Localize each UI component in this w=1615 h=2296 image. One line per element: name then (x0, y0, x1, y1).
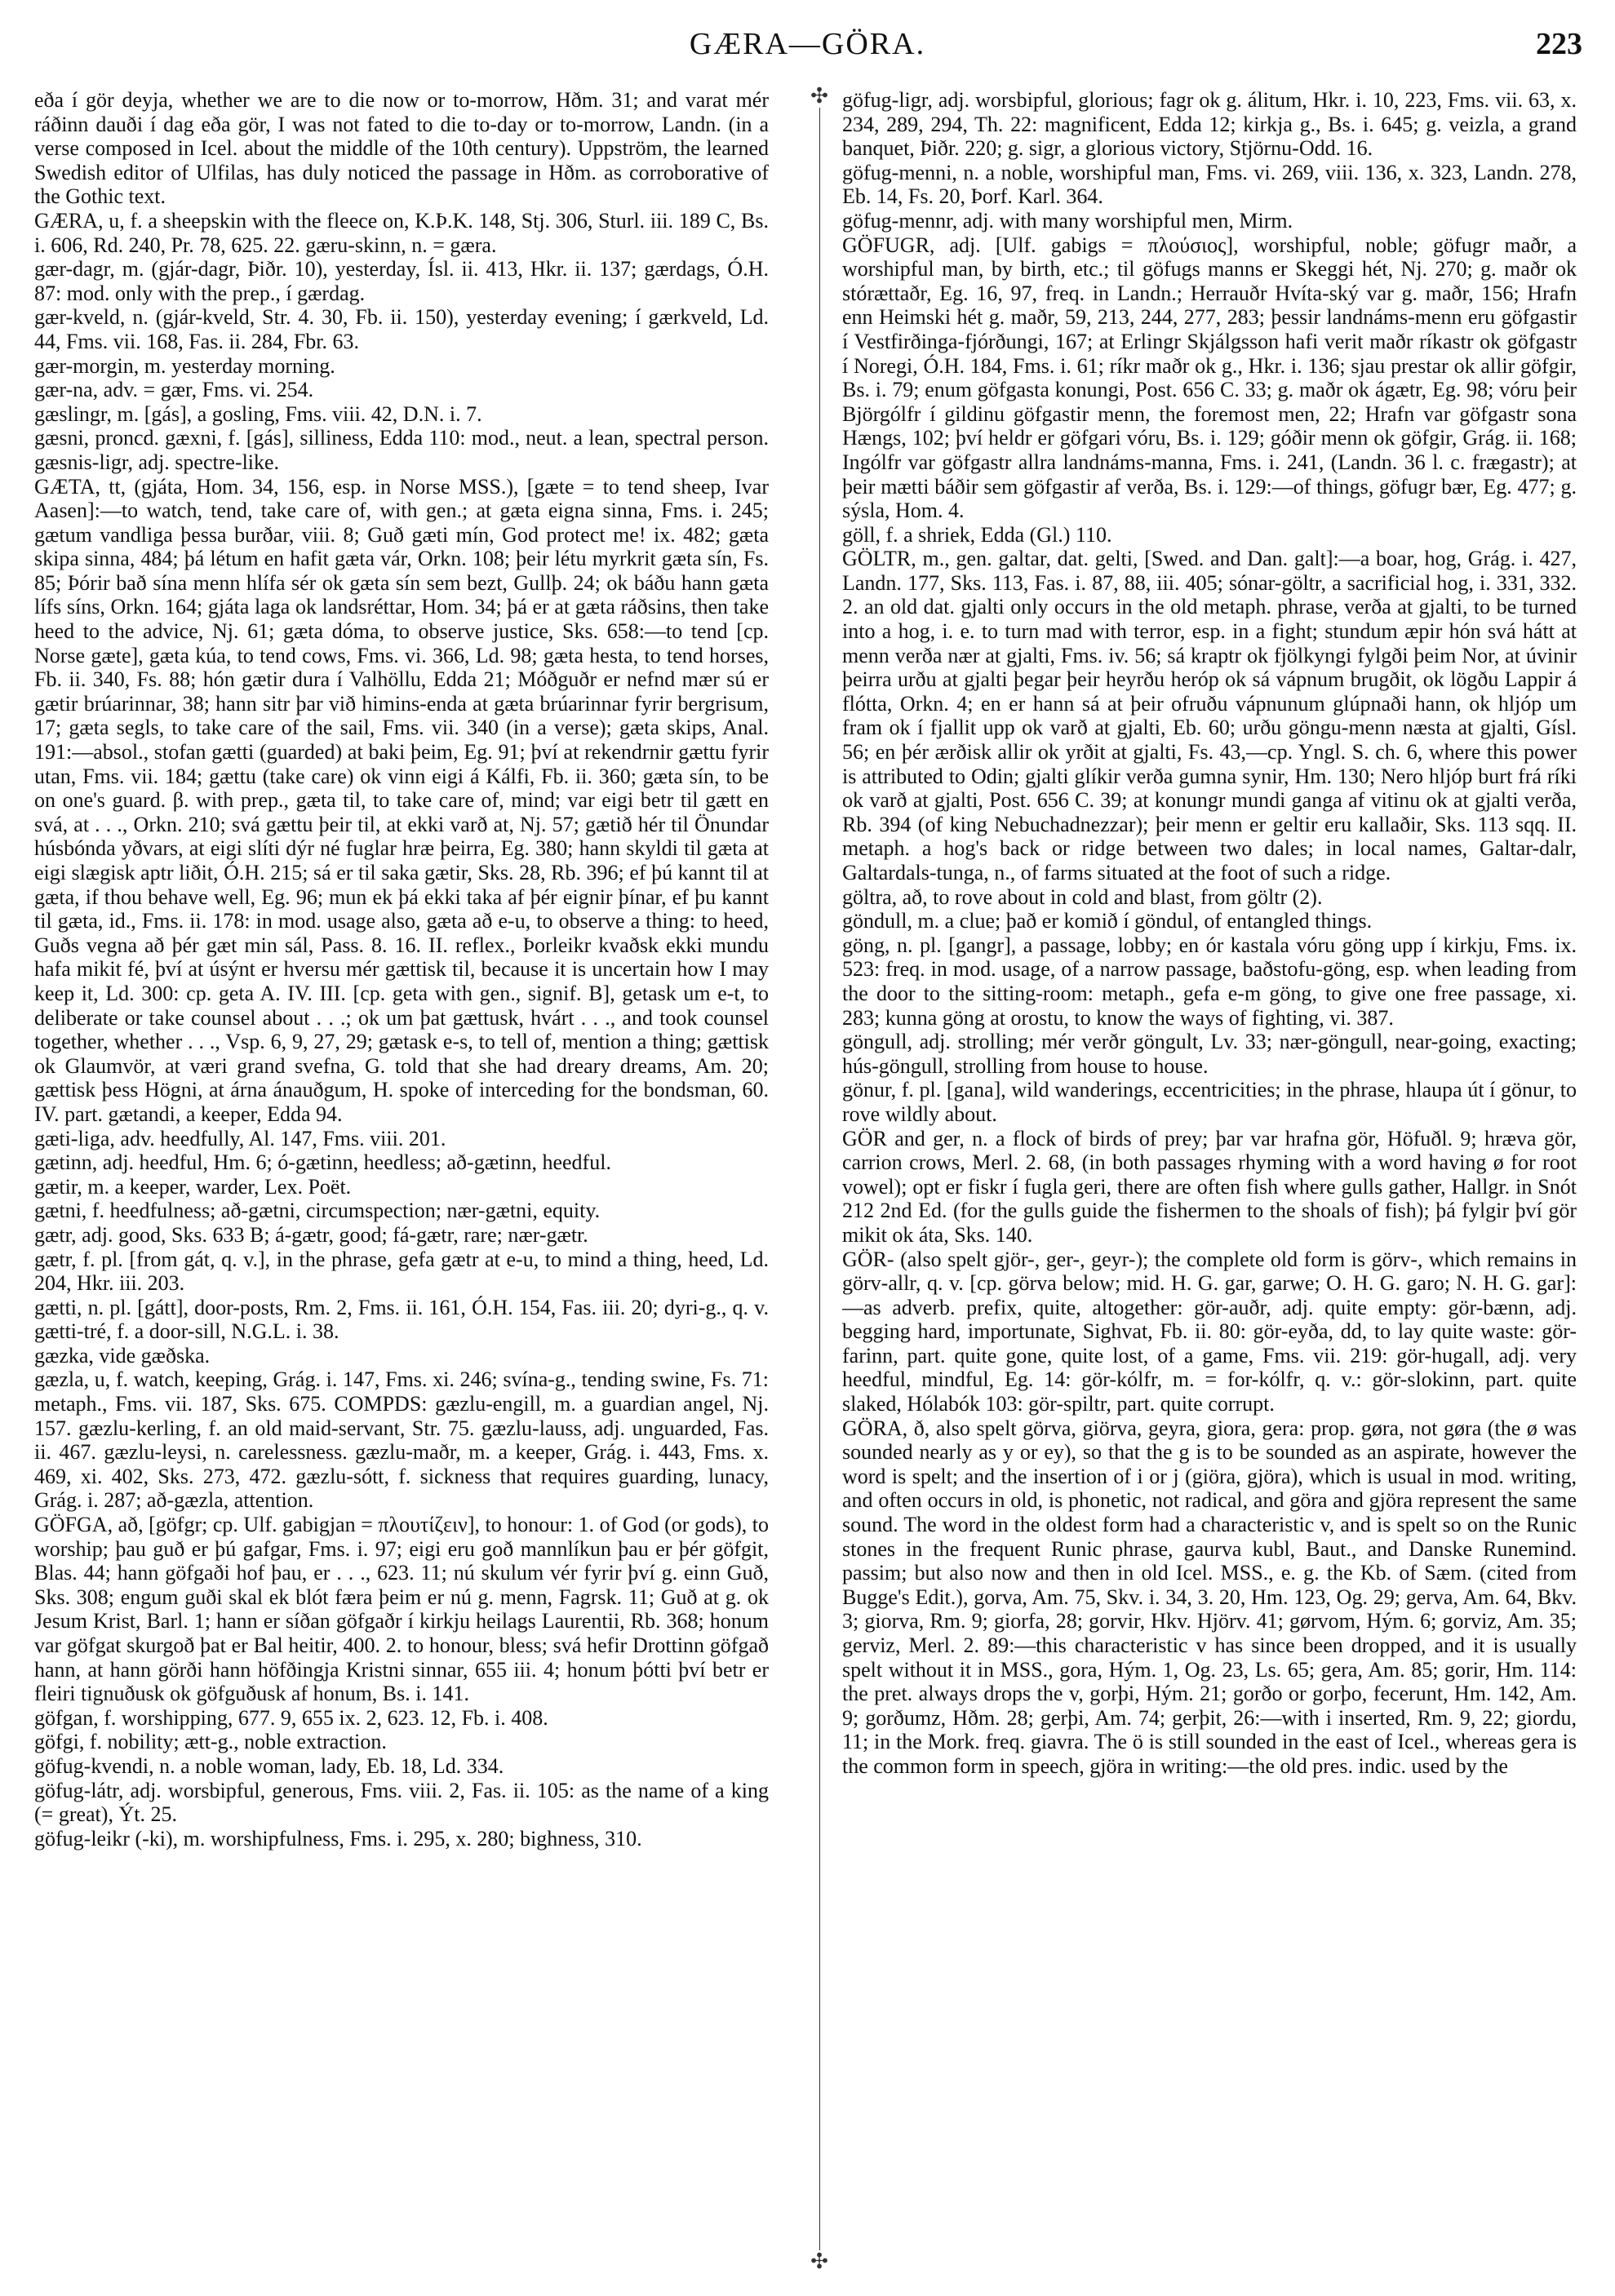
dictionary-entry: gætr, adj. good, Sks. 633 B; á-gætr, good; fá-gætr, rare; nær-gætr. (34, 1222, 588, 1247)
dictionary-entry: eða í gör deyja, whether we are to die now or to-morrow, Hðm. 31; and varat mér ráðinn dauði í dag eða gör, I was not fated to die to-day or to-morrow, Landn. (in a verse composed in Icel. about the middle of the 10th century). Uppström, the learned Swedish editor of Ulfilas, has duly noticed the passage in Hðm. as corroborative of the Gothic text. (34, 88, 769, 209)
dictionary-entry: gær-kveld, n. (gjár-kveld, Str. 4. 30, Fb. ii. 150), yesterday evening; í gærkveld, Ld. 44, Fms. vii. 168, Fas. ii. 284, Fbr. 63. (34, 305, 769, 353)
dictionary-entry: GÖRA, ð, also spelt görva, giörva, geyra, giora, gera: prop. gøra, not gøra (the ø was sounded nearly as y or ey), so that the g is to be sounded as an aspirate, however the word is spelt; and the insertion of i or j (giöra, gjöra), which is usual in mod. writing, and often occurs in old, is phonetic, not radical, and göra and gjöra represent the same sound. The word in the oldest form had a characteristic v, and is spelt so on the Runic stones in the frequent Runic phrase, gaurva kubl, Baut., and Danske Runemind. passim; but also now and then in old Icel. MSS., e. g. the Kb. of Sæm. (cited from Bugge's Edit.), gorva, Am. 75, Skv. i. 34, 3. 20, Hm. 123, Og. 29; gerva, Am. 64, Bkv. 3; giorva, Rm. 9; giorfa, 28; gorvir, Hkv. Hjörv. 41; gørvom, Hým. 6; gorviz, Am. 35; gerviz, Merl. 2. 89:—this characteristic v has since been dropped, and it is usually spelt without it in MSS., gora, Hým. 1, Og. 23, Ls. 65; gera, Am. 85; gorir, Hm. 114: the pret. always drops the v, gorþi, Hým. 21; gorðo or gorþo, fecerunt, Hm. 142, Am. 9; gorðumz, Hðm. 28; gerþi, Am. 74; gerþit, 26:—with i inserted, Rm. 9, 22; giordu, 11; in the Mork. freq. giavra. The ö is still sounded in the east of Icel., whereas gera is the common form in speech, gjöra in writing:—the old pres. indic. used by the (842, 1416, 1577, 1778)
dictionary-entry: GÖR- (also spelt gjör-, ger-, geyr-); the complete old form is görv-, which remains in görv-allr, q. v. [cp. görva below; mid. H. G. gar, garwe; O. H. G. garo; N. H. G. gar]:—as adverb. prefix, quite, altogether: gör-auðr, adj. quite empty: gör-bænn, adj. begging hard, importunate, Sighvat, Fb. ii. 80: gör-eyða, dd, to lay quite waste: gör-farinn, part. quite gone, quite lost, of a game, Fms. vii. 219: gör-hugall, adj. very heedful, mindful, Eg. 14: gör-kólfr, m. = for-kólfr, q. v.: gör-slokinn, part. quite slaked, Hólabók 103: gör-spiltr, part. quite corrupt. (842, 1247, 1577, 1416)
dictionary-entry: gæzla, u, f. watch, keeping, Grág. i. 147, Fms. xi. 246; svína-g., tending swine, Fs. 71: metaph., Fms. vii. 187, Sks. 675. COMPDS: gæzlu-engill, m. a guardian angel, Nj. 157. gæzlu-kerling, f. an old maid-servant, Str. 75. gæzlu-lauss, adj. unguarded, Fas. ii. 467. gæzlu-leysi, n. carelessness. gæzlu-maðr, m. a keeper, Grág. i. 443, Fms. x. 469, xi. 402, Sks. 273, 472. gæzlu-sótt, f. sickness that requires guarding, lunacy, Grág. i. 287; að-gæzla, attention. (34, 1367, 769, 1513)
dictionary-entry: gær-na, adv. = gær, Fms. vi. 254. (34, 378, 314, 402)
dictionary-entry: gær-morgin, m. yesterday morning. (34, 353, 335, 378)
dictionary-entry: gæti-liga, adv. heedfully, Al. 147, Fms. viii. 201. (34, 1126, 446, 1150)
dictionary-entry: göfug-kvendi, n. a noble woman, lady, Eb. 18, Ld. 334. (34, 1753, 504, 1778)
dictionary-entry: gæsni, proncd. gæxni, f. [gás], silliness, Edda 110: mod., neut. a lean, spectral person. gæsnis-ligr, adj. spectre-like. (34, 426, 769, 474)
dictionary-entry: göfug-mennr, adj. with many worshipful men, Mirm. (842, 208, 1293, 233)
dictionary-entry: GÖR and ger, n. a flock of birds of prey; þar var hrafna gör, Höfuðl. 9; hræva gör, carrion crows, Merl. 2. 68, (in both passages rhyming with a word having ø for root vowel); opt er fiskr í fugla geri, there are often fish where gulls gather, Hallgr. in Snót 212 2nd Ed. (for the gulls guide the fishermen to the shoals of fish); þá fylgir því gör mikit ok áta, Sks. 140. (842, 1126, 1577, 1247)
dictionary-entry: göltra, að, to rove about in cold and blast, from göltr (2). (842, 884, 1323, 909)
dictionary-entry: gætir, m. a keeper, warder, Lex. Poët. (34, 1174, 352, 1199)
dictionary-entry: GÖFGA, að, [göfgr; cp. Ulf. gabigjan = πλουτίζειν], to honour: 1. of God (or gods), to worship; þau guð er þú gafgar, Fms. i. 97; eigi eru goð mannlíkun þau er þér göfgit, Blas. 44; hann göfgaði hof þau, er . . ., 623. 11; nú skulum vér fyrir því g. einn Guð, Sks. 308; engum guði skal ek blót færa þeim er nú g. menn, Fagrsk. 11; Guð at g. ok Jesum Krist, Barl. 1; hann er síðan göfgaðr í kirkju heilags Laurentii, Rb. 368; honum var göfgat skurgoð þat er Bal heitir, 400. 2. to honour, bless; svá hefir Drottinn göfgað hann, at hann görði hann höfðingja Kristni sinnar, 655 iii. 4; honum þótti því betr er fleiri tignuðusk ok göfguðusk af honum, Bs. i. 141. (34, 1513, 769, 1706)
dictionary-entry: gætti, n. pl. [gátt], door-posts, Rm. 2, Fms. ii. 161, Ó.H. 154, Fas. iii. 20; dyri-g., q. v. gætti-tré, f. a door-sill, N.G.L. i. 38. (34, 1295, 769, 1344)
dictionary-entry: göndull, m. a clue; það er komið í göndul, of entangled things. (842, 909, 1373, 933)
dictionary-entry: GÖFUGR, adj. [Ulf. gabigs = πλούσιος], worshipful, noble; göfugr maðr, a worshipful man, by birth, etc.; til göfugs manns er Skeggi hét, Nj. 270; g. maðr ok stórættaðr, Eg. 16, 97, freq. in Landn.; Herrauðr Hvíta-ský var g. maðr, 156; Hrafn enn Heimski hét g. maðr, 59, 213, 244, 277, 283; þessir landnáms-menn eru göfgastir í Vestfirðinga-fjórðungi, 167; at Erlingr Skjálgsson hafi verit maðr ríkastr ok göfgastr í Noregi, Ó.H. 184, Fms. i. 61; ríkr maðr ok g., Hkr. i. 136; sjau prestar ok allir göfgir, Bs. i. 79; enum göfgasta konungi, Post. 656 C. 33; g. maðr ok ágætr, Eg. 98; vóru þeir Björgólfr í gildinu göfgastir menn, the foremost men, 22; Hrafn var göfgastr sona Hængs, 102; því heldr er göfgari vóru, Bs. i. 129; góðir menn ok göfgir, Grág. ii. 168; Ingólfr var göfgastr allra landnáms-manna, Fms. i. 241, (Landn. 36 l. c. frægastr); at þeir mætti báðir sem göfgastir af verða, Bs. i. 129:—of things, göfugr bær, Eg. 477; g. sýsla, Hom. 4. (842, 233, 1577, 523)
dictionary-entry: göfgi, f. nobility; ætt-g., noble extraction. (34, 1730, 387, 1754)
dictionary-entry: gætni, f. heedfulness; að-gætni, circumspection; nær-gætni, equity. (34, 1199, 601, 1223)
dictionary-entry: gönur, f. pl. [gana], wild wanderings, eccentricities; in the phrase, hlaupa út í gönur, to rove wildly about. (842, 1078, 1577, 1126)
dictionary-entry: göfug-leikr (-ki), m. worshipfulness, Fms. i. 295, x. 280; bighness, 310. (34, 1826, 642, 1851)
left-column (34, 88, 769, 2263)
dictionary-entry: GÆTA, tt, (gjáta, Hom. 34, 156, esp. in Norse MSS.), [gæte = to tend sheep, Ivar Aasen]:—to watch, tend, take care of, with gen.; at gæta eigna sinna, Fms. i. 245; gætum vandliga þessa burðar, viii. 8; Guð gæti mín, God protect me! ix. 482; gæta skipa sinna, 484; þá létum en hafit gæta vár, Orkn. 108; þeir létu myrkrit gæta sín, Fs. 85; Þórir bað sína menn hlífa sér ok gæta sín sem bezt, Gullþ. 24; ok báðu hann gæta lífs síns, Orkn. 164; gjáta laga ok landsréttar, Hom. 34; þá er at gæta ráðsins, then take heed to the advice, Nj. 61; gæta dóma, to observe justice, Sks. 658:—to tend [cp. Norse gæte], gæta kúa, to tend cows, Fms. vi. 366, Ld. 98; gæta hesta, to tend horses, Fb. ii. 340, Fs. 88; hón gætir dura í Valhöllu, Edda 21; Móðguðr er nefnd mær sú er gætir brúarinnar, 38; hann sitr þar við himins-enda at gæta brúarinnar fyrir bergrisum, 17; gæta segls, to take care of the sail, Fms. vii. 340 (in a verse); gæta skips, Anal. 191:—absol., stofan gætti (guarded) at baki þeim, Eg. 91; því at rekendrnir gættu fyrir utan, Fms. vii. 184; gættu (take care) ok vinn eigi á Kálfi, Fb. ii. 360; gæta sín, to be on one's guard. β. with prep., gæta til, to take care of, mind; var eigi betr til gætt en svá, at . . ., Orkn. 210; svá gættu þeir til, at ekki varð at, Nj. 57; gætið hér til Önundar húsbónda yðvars, at eigi slíti dýr né fuglar hræ þeirra, Eg. 380; hann skyldi til gæta at eigi slægisk aptr liðit, Ó.H. 215; sá er til saka gætir, Sks. 28, Rb. 396; ef þú kannt til at gæta, if thou behave well, Eg. 96; mun ek þá ekki taka af þér eignir þínar, ef þu kannt til gæta, id., Fms. ii. 178: in mod. usage also, gæta að e-u, to observe a thing: to heed, Guðs vegna að þér gæt min sál, Pass. 8. 16. II. reflex., Þorleikr kvaðsk ekki mundu hafa mikit fé, því at úsýnt er hversu mér gættisk til, because it is uncertain how I may keep it, Ld. 300: cp. geta A. IV. III. [cp. geta with gen., signif. B], getask um e-t, to deliberate or take counsel about . . .; ok um þat gættusk, hvárt . . ., and took counsel together, whether . . ., Vsp. 6, 9, 27, 29; gætask e-s, to tell of, mention a thing; gættisk ok Glaumvör, at væri grand svefna, G. told that she had dreary dreams, Am. 20; gættisk þess Högni, at árna ánauðgum, H. spoke of interceding for the bondsman, 60. IV. part. gætandi, a keeper, Edda 94. (34, 474, 769, 1126)
right-column (842, 88, 1577, 2263)
dictionary-entry: göfug-ligr, adj. worsbipful, glorious; fagr ok g. álitum, Hkr. i. 10, 223, Fms. vii. 63, x. 234, 289, 294, Th. 22: magnificent, Edda 12; kirkja g., Bs. i. 645; g. veizla, a grand banquet, Þiðr. 220; g. sigr, a glorious victory, Stjörnu-Odd. 16. (842, 88, 1577, 161)
page-title: GÆRA—GÖRA. (689, 27, 926, 61)
divider-ornament-bottom-icon: ✣ (808, 2250, 831, 2273)
dictionary-entry: GÖLTR, m., gen. galtar, dat. gelti, [Swed. and Dan. galt]:—a boar, hog, Grág. i. 427, Landn. 177, Sks. 113, Fas. i. 87, 88, iii. 405; sónar-göltr, a sacrificial hog, i. 331, 332. 2. an old dat. gjalti only occurs in the old metaph. phrase, verða at gjalti, to be turned into a hog, i. e. to turn mad with terror, esp. in a fight; stundum æpir hón svá hátt at menn verða nær at gjalti, Fms. iv. 56; sá kraptr ok fjölkyngi fylgði þeim Nor, at úvinir þeirra urðu at gjalti þegar þeir heyrðu heróp ok sá vápnum brugðit, ok lögðu Lappir á flótta, Orkn. 4; en er hann sá at þeir ofruðu vápnunum glúpnaði hann, ok hljóp um fram ok í fjallit upp ok varð at gjalti, Eb. 60; urðu göngu-menn næsta at gjalti, Gísl. 56; en þér ærðisk allir ok yrðit at gjalti, Fs. 43,—cp. Yngl. S. ch. 6, where this power is attributed to Odin; gjalti glíkir verða gumna synir, Hm. 130; Nero hljóp burt frá ríki ok varð at gjalti, Post. 656 C. 39; at konungr mundi ganga af vitinu ok at gjalti verða, Rb. 394 (of king Nebuchadnezzar); þeir menn er geltir eru kallaðir, Sks. 113 sqq. II. metaph. a hog's back or ridge between two dales; in local names, Galtar-dalr, Galtardals-tunga, n., of farms situated at the foot of such a ridge. (842, 547, 1577, 884)
dictionary-entry: göfug-látr, adj. worsbipful, generous, Fms. viii. 2, Fas. ii. 105: as the name of a king (= great), Ýt. 25. (34, 1778, 769, 1827)
page-number: 223 (1536, 27, 1582, 61)
dictionary-entry: GÆRA, u, f. a sheepskin with the fleece on, K.Þ.K. 148, Stj. 306, Sturl. iii. 189 C, Bs. i. 606, Rd. 240, Pr. 78, 625. 22. gæru-skinn, n. = gæra. (34, 208, 769, 257)
running-head (0, 24, 1615, 73)
dictionary-entry: göfgan, f. worshipping, 677. 9, 655 ix. 2, 623. 12, Fb. i. 408. (34, 1705, 548, 1730)
divider-ornament-top-icon: ✣ (808, 85, 831, 108)
dictionary-entry: göll, f. a shriek, Edda (Gl.) 110. (842, 522, 1112, 547)
dictionary-entry: göng, n. pl. [gangr], a passage, lobby; en ór kastala vóru göng upp í kirkju, Fms. ix. 523: freq. in mod. usage, of a narrow passage, baðstofu-göng, esp. when leading from the door to the sitting-room: metaph., gefa e-m göng, to give one free passage, xi. 283; kunna göng at orostu, to know the ways of fighting, vi. 387. (842, 933, 1577, 1030)
dictionary-entry: gætr, f. pl. [from gát, q. v.], in the phrase, gefa gætr at e-u, to mind a thing, heed, Ld. 204, Hkr. iii. 203. (34, 1247, 769, 1296)
dictionary-entry: gætinn, adj. heedful, Hm. 6; ó-gætinn, heedless; að-gætinn, heedful. (34, 1150, 611, 1175)
column-divider (819, 88, 820, 2267)
dictionary-entry: gæslingr, m. [gás], a gosling, Fms. viii. 42, D.N. i. 7. (34, 401, 482, 426)
dictionary-entry: göngull, adj. strolling; mér verðr göngult, Lv. 33; nær-göngull, near-going, exacting; hús-göngull, strolling from house to house. (842, 1030, 1577, 1078)
dictionary-entry: göfug-menni, n. a noble, worshipful man, Fms. vi. 269, viii. 136, x. 323, Landn. 278, Eb. 14, Fs. 20, Þorf. Karl. 364. (842, 160, 1577, 209)
dictionary-entry: gæzka, vide gæðska. (34, 1343, 211, 1367)
dictionary-entry: gær-dagr, m. (gjár-dagr, Þiðr. 10), yesterday, Ísl. ii. 413, Hkr. ii. 137; gærdags, Ó.H. 87: mod. only with the prep., í gærdag. (34, 257, 769, 305)
